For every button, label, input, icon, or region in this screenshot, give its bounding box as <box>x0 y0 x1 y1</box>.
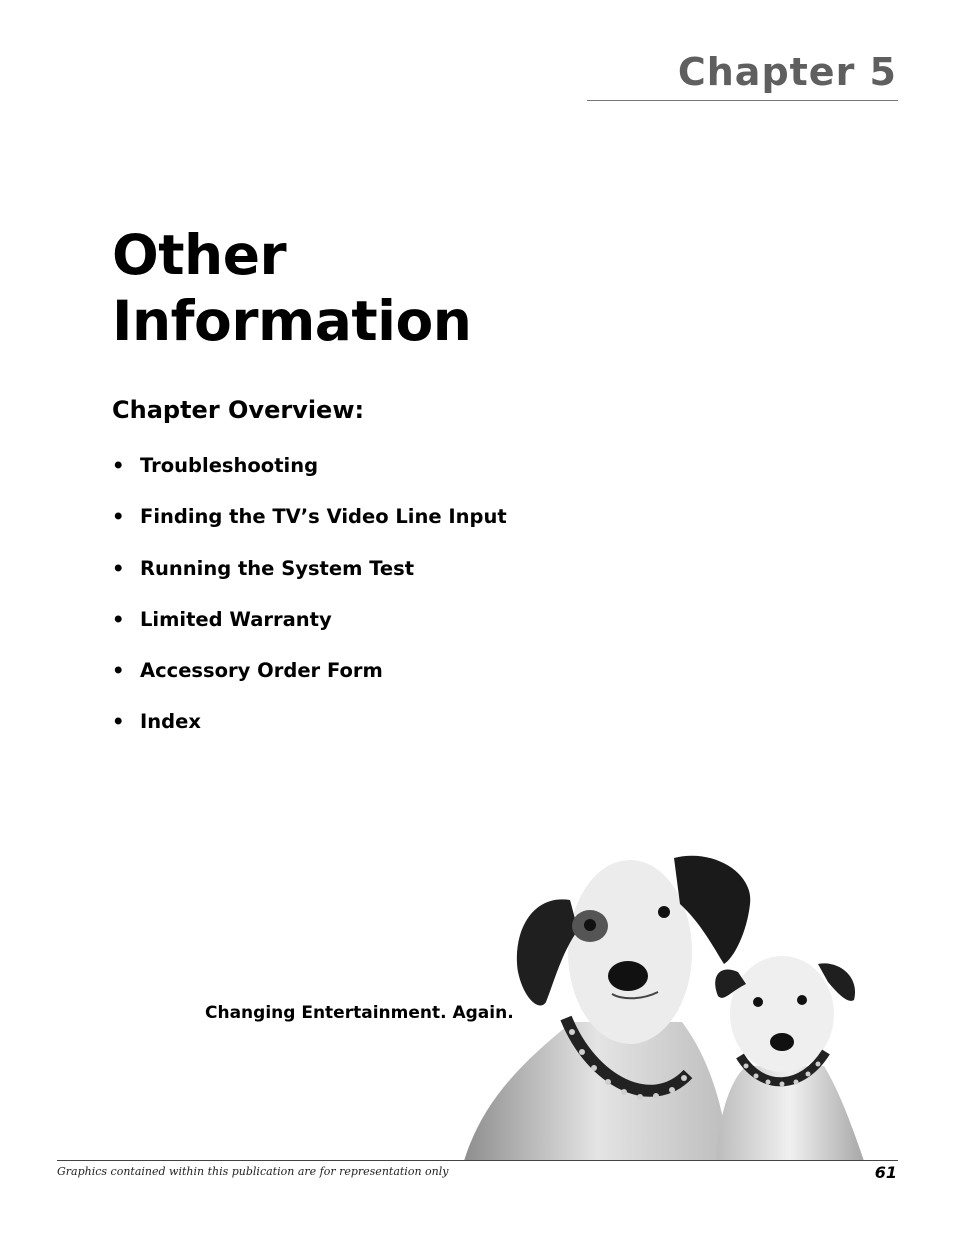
page-title-line-2: Information <box>112 289 472 353</box>
list-item-label: Finding the TV’s Video Line Input <box>140 505 507 529</box>
list-item <box>112 657 507 708</box>
bullet-icon: • <box>112 556 125 580</box>
puppy-right-eye <box>797 995 807 1005</box>
brand-tagline: Changing Entertainment. Again. <box>205 1003 514 1023</box>
large-dog-head <box>568 860 692 1044</box>
puppy-head <box>730 956 834 1072</box>
page-number: 61 <box>874 1163 897 1182</box>
bullet-icon: • <box>112 710 125 734</box>
chapter-label: Chapter 5 <box>677 50 897 94</box>
puppy-nose <box>770 1033 794 1051</box>
large-dog-body <box>464 1022 730 1161</box>
chapter-divider <box>587 100 898 101</box>
footer-note: Graphics contained within this publication are for representation only <box>57 1165 449 1178</box>
list-item <box>112 452 507 503</box>
list-item-label: Accessory Order Form <box>140 659 383 683</box>
list-item-label: Running the System Test <box>140 556 415 580</box>
page-title <box>112 222 471 354</box>
list-item <box>112 708 507 759</box>
list-item-label: Limited Warranty <box>140 607 332 631</box>
list-item <box>112 503 507 554</box>
bullet-icon: • <box>112 505 125 529</box>
overview-list <box>112 452 507 760</box>
list-item-label: Troubleshooting <box>140 454 319 477</box>
footer-divider <box>57 1160 898 1161</box>
overview-heading: Chapter Overview: <box>112 396 365 424</box>
bullet-icon: • <box>112 659 125 683</box>
bullet-icon: • <box>112 454 125 477</box>
large-dog-left-eye <box>584 919 596 931</box>
bullet-icon: • <box>112 607 125 631</box>
large-dog-nose <box>608 961 648 991</box>
large-dog-right-eye <box>658 906 670 918</box>
dogs-photo <box>462 852 892 1161</box>
page-title-line-1: Other <box>112 223 287 287</box>
list-item <box>112 606 507 657</box>
puppy-left-eye <box>753 997 763 1007</box>
list-item-label: Index <box>140 710 201 734</box>
list-item <box>112 555 507 606</box>
